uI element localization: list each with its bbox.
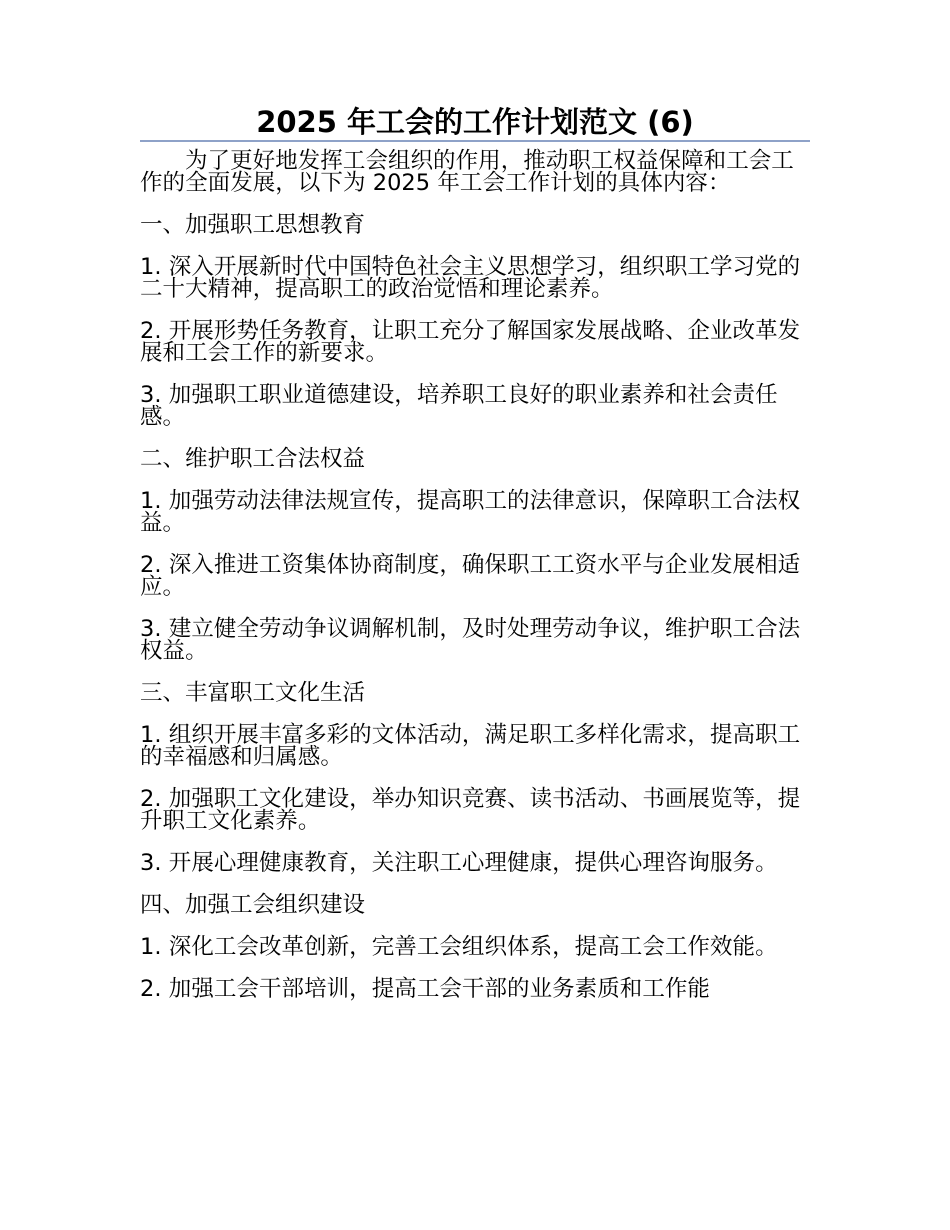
section-2-item-3: 3. 建立健全劳动争议调解机制，及时处理劳动争议，维护职工合法权益。 [140, 616, 801, 664]
section-2-item-2: 2. 深入推进工资集体协商制度，确保职工工资水平与企业发展相适应。 [140, 552, 801, 600]
title-block [140, 100, 810, 142]
document-title: 2025 年工会的工作计划范文 (6) [256, 105, 694, 139]
section-3-item-3: 3. 开展心理健康教育，关注职工心理健康，提供心理咨询服务。 [140, 850, 778, 876]
section-2-item-1: 1. 加强劳动法律法规宣传，提高职工的法律意识，保障职工合法权益。 [140, 488, 801, 536]
section-heading-3: 三、丰富职工文化生活 [140, 680, 366, 706]
section-3-item-1: 1. 组织开展丰富多彩的文体活动，满足职工多样化需求，提高职工的幸福感和归属感。 [140, 722, 801, 770]
section-heading-1: 一、加强职工思想教育 [140, 212, 366, 238]
intro-paragraph: 为了更好地发挥工会组织的作用，推动职工权益保障和工会工作的全面发展，以下为 2025 年工会工作计划的具体内容： [140, 148, 794, 196]
document-body [140, 150, 812, 1020]
section-4-item-2: 2. 加强工会干部培训，提高工会干部的业务素质和工作能 [140, 976, 710, 1002]
section-4-item-1: 1. 深化工会改革创新，完善工会组织体系，提高工会工作效能。 [140, 934, 778, 960]
section-heading-4: 四、加强工会组织建设 [140, 892, 366, 918]
section-heading-2: 二、维护职工合法权益 [140, 446, 366, 472]
section-3-item-2: 2. 加强职工文化建设，举办知识竞赛、读书活动、书画展览等，提升职工文化素养。 [140, 786, 801, 834]
section-1-item-3: 3. 加强职工职业道德建设，培养职工良好的职业素养和社会责任感。 [140, 382, 778, 430]
section-1-item-2: 2. 开展形势任务教育，让职工充分了解国家发展战略、企业改革发展和工会工作的新要求。 [140, 318, 801, 366]
section-1-item-1: 1. 深入开展新时代中国特色社会主义思想学习，组织职工学习党的二十大精神，提高职工的政治觉悟和理论素养。 [140, 254, 801, 302]
